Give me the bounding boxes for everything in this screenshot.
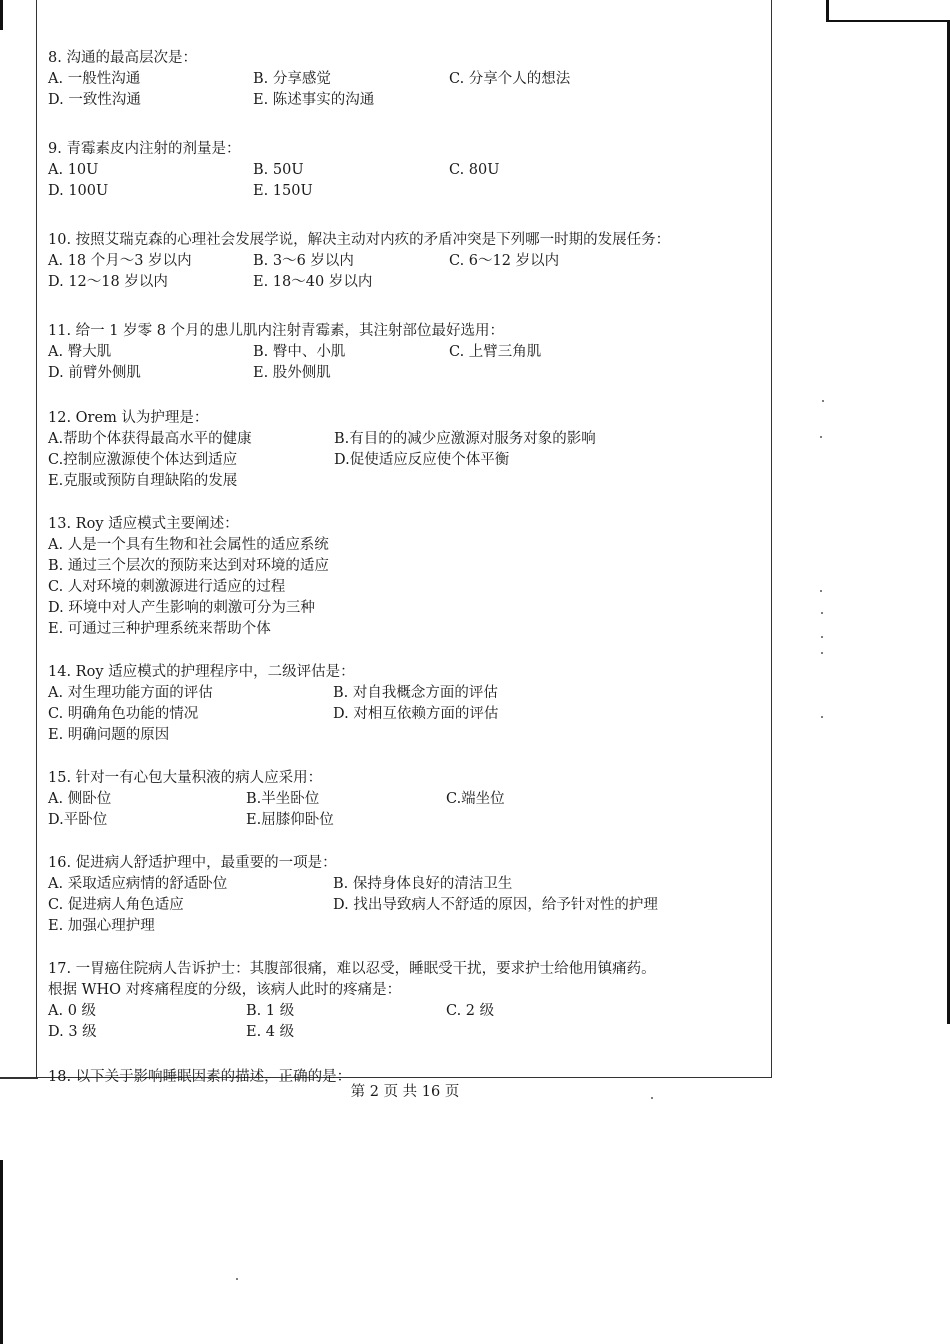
option-b: B. 臀中、小肌 (253, 344, 346, 360)
question-stem: 9. 青霉素皮内注射的剂量是： (48, 141, 241, 157)
option-d: D. 一致性沟通 (48, 92, 141, 108)
scan-speck (821, 652, 823, 654)
question-stem-continued: 根据 WHO 对疼痛程度的分级，该病人此时的疼痛是： (48, 982, 402, 998)
option-c: C. 促进病人角色适应 (48, 897, 184, 913)
question-stem: 11. 给一 1 岁零 8 个月的患儿肌内注射青霉素，其注射部位最好选用： (48, 323, 505, 339)
question-17 (48, 959, 768, 1043)
scan-speck (820, 436, 822, 438)
option-e: E. 4 级 (246, 1024, 295, 1040)
option-row (48, 556, 768, 577)
scan-speck (821, 612, 823, 614)
option-row (48, 810, 768, 831)
option-c: C. 明确角色功能的情况 (48, 706, 199, 722)
question-stem: 10. 按照艾瑞克森的心理社会发展学说，解决主动对内疚的矛盾冲突是下列哪一时期的发展任务： (48, 232, 671, 248)
question-13 (48, 514, 768, 640)
scan-edge-mark (826, 20, 950, 22)
option-e: E. 150U (253, 183, 313, 199)
option-d: D. 环境中对人产生影响的刺激可分为三种 (48, 600, 315, 616)
option-c: C.控制应激源使个体达到适应 (48, 452, 238, 468)
option-d: D. 对相互依赖方面的评估 (333, 706, 499, 722)
option-row (48, 577, 768, 598)
option-row (48, 160, 768, 181)
option-row (48, 598, 768, 619)
option-e: E. 明确问题的原因 (48, 727, 170, 743)
option-c: C. 分享个人的想法 (449, 71, 571, 87)
option-b: B.有目的的减少应激源对服务对象的影响 (334, 431, 596, 447)
option-a: A. 18 个月～3 岁以内 (48, 253, 192, 269)
option-row (48, 704, 768, 725)
option-a: A. 人是一个具有生物和社会属性的适应系统 (48, 537, 329, 553)
question-15 (48, 768, 768, 831)
option-row (48, 874, 768, 895)
option-e: E. 18～40 岁以内 (253, 274, 373, 290)
option-b: B. 3～6 岁以内 (253, 253, 354, 269)
question-stem: 17. 一胃癌住院病人告诉护士：其腹部很痛，难以忍受，睡眠受干扰，要求护士给他用镇痛药。 (48, 961, 656, 977)
question-16 (48, 853, 768, 937)
question-stem: 16. 促进病人舒适护理中，最重要的一项是： (48, 855, 337, 871)
question-stem: 13. Roy 适应模式主要阐述： (48, 516, 239, 532)
option-c: C. 6～12 岁以内 (449, 253, 560, 269)
option-e: E. 加强心理护理 (48, 918, 155, 934)
frame-rule (0, 1077, 38, 1079)
option-row (48, 272, 768, 293)
option-row (48, 725, 768, 746)
option-row (48, 789, 768, 810)
scan-speck (821, 636, 823, 638)
option-a: A. 采取适应病情的舒适卧位 (48, 876, 228, 892)
option-d: D.平卧位 (48, 812, 108, 828)
option-d: D. 100U (48, 183, 109, 199)
option-d: D. 找出导致病人不舒适的原因，给予针对性的护理 (333, 897, 658, 913)
option-a: A. 10U (48, 162, 99, 178)
option-a: A. 臀大肌 (48, 344, 112, 360)
scan-edge-mark (0, 0, 3, 30)
option-c: C. 80U (449, 162, 500, 178)
option-b: B. 50U (253, 162, 304, 178)
option-a: A. 一般性沟通 (48, 71, 141, 87)
option-c: C. 上臂三角肌 (449, 344, 542, 360)
option-b: B. 保持身体良好的清洁卫生 (333, 876, 513, 892)
question-11 (48, 321, 768, 384)
option-c: C.端坐位 (446, 791, 505, 807)
scan-speck (821, 716, 823, 718)
option-a: A. 侧卧位 (48, 791, 112, 807)
question-stem: 12. Orem 认为护理是： (48, 410, 209, 426)
option-d: D.促使适应反应使个体平衡 (334, 452, 510, 468)
option-row (48, 69, 768, 90)
scan-speck (822, 400, 824, 402)
question-stem: 14. Roy 适应模式的护理程序中，二级评估是： (48, 664, 355, 680)
question-stem: 15. 针对一有心包大量积液的病人应采用： (48, 770, 323, 786)
question-12 (48, 408, 768, 492)
question-stem: 18. 以下关于影响睡眠因素的描述，正确的是： (48, 1069, 352, 1085)
option-row (48, 363, 768, 384)
option-b: B. 通过三个层次的预防来达到对环境的适应 (48, 558, 329, 574)
option-row (48, 429, 768, 450)
question-14 (48, 662, 768, 746)
option-row (48, 916, 768, 937)
option-e: E. 可通过三种护理系统来帮助个体 (48, 621, 271, 637)
option-b: B. 1 级 (246, 1003, 295, 1019)
option-row (48, 619, 768, 640)
option-d: D. 12～18 岁以内 (48, 274, 168, 290)
option-c: C. 2 级 (446, 1003, 495, 1019)
question-10 (48, 230, 768, 293)
page-number: 第 2 页 共 16 页 (350, 1084, 460, 1100)
option-row (48, 895, 768, 916)
option-row (48, 181, 768, 202)
option-row (48, 450, 768, 471)
scan-edge-mark (0, 1160, 3, 1344)
question-list (48, 48, 768, 1088)
scan-edge-mark (826, 0, 829, 22)
option-row (48, 683, 768, 704)
question-9 (48, 139, 768, 202)
option-row (48, 90, 768, 111)
option-row (48, 251, 768, 272)
option-e: E. 股外侧肌 (253, 365, 331, 381)
option-e: E. 陈述事实的沟通 (253, 92, 375, 108)
option-c: C. 人对环境的刺激源进行适应的过程 (48, 579, 286, 595)
option-b: B. 对自我概念方面的评估 (333, 685, 498, 701)
option-e: E.屈膝仰卧位 (246, 812, 334, 828)
option-a: A. 对生理功能方面的评估 (48, 685, 213, 701)
option-d: D. 前臂外侧肌 (48, 365, 141, 381)
question-8 (48, 48, 768, 111)
option-row (48, 1001, 768, 1022)
scan-speck (236, 1278, 238, 1280)
option-a: A. 0 级 (48, 1003, 97, 1019)
option-d: D. 3 级 (48, 1024, 97, 1040)
option-row (48, 1022, 768, 1043)
option-a: A.帮助个体获得最高水平的健康 (48, 431, 252, 447)
question-stem: 8. 沟通的最高层次是： (48, 50, 197, 66)
option-row (48, 471, 768, 492)
scan-speck (820, 590, 822, 592)
option-row (48, 535, 768, 556)
option-b: B.半坐卧位 (246, 791, 320, 807)
option-row (48, 342, 768, 363)
option-b: B. 分享感觉 (253, 71, 331, 87)
option-e: E.克服或预防自理缺陷的发展 (48, 473, 238, 489)
